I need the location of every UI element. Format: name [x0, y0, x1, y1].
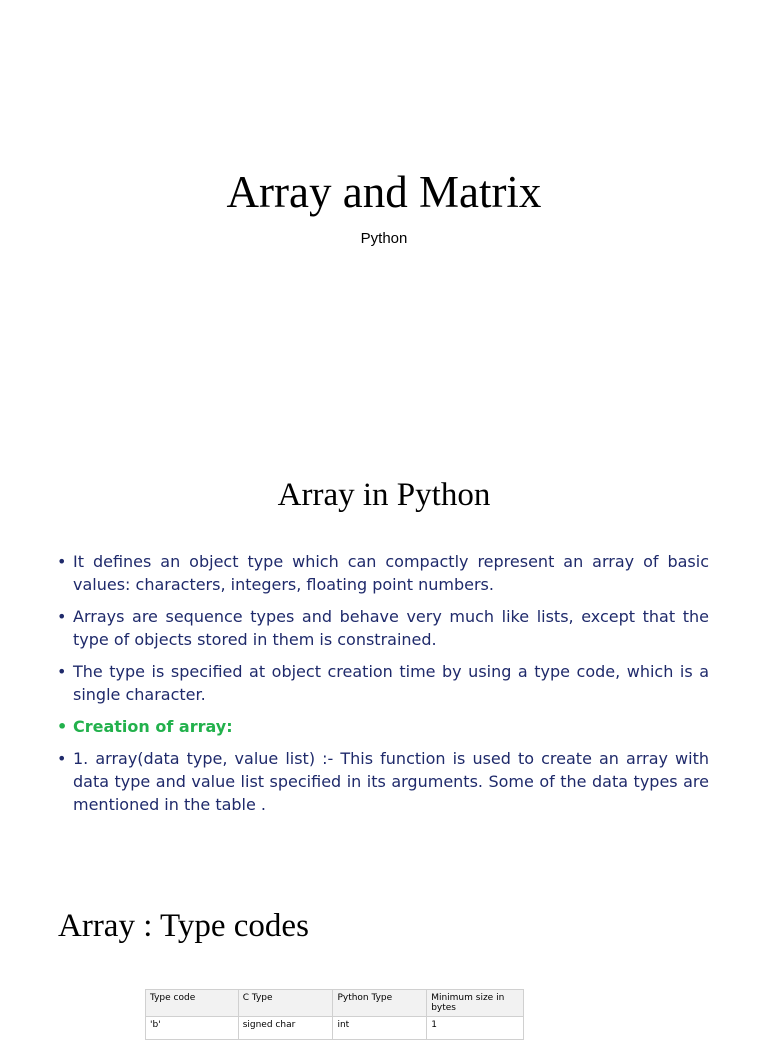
bullet-item	[57, 550, 709, 596]
presentation-subtitle: Python	[360, 230, 408, 247]
presentation-title: Array and Matrix	[226, 167, 542, 217]
table-cell: 'b'	[146, 1017, 239, 1040]
type-codes-table	[145, 989, 524, 1040]
bullet-item	[57, 660, 709, 706]
table-row	[146, 1017, 524, 1040]
table-header-cell: Minimum size in bytes	[427, 990, 524, 1017]
bullet-dot-icon: •	[57, 749, 67, 768]
bullet-dot-icon: •	[57, 717, 68, 736]
bullet-text: Arrays are sequence types and behave very much like lists, except that the type of objects stored in them is constrained.	[73, 607, 709, 649]
bullet-dot-icon: •	[57, 607, 67, 626]
bullet-item-highlight	[57, 715, 709, 738]
table-header-row	[146, 990, 524, 1017]
bullet-text: Creation of array:	[73, 717, 233, 736]
table-cell: int	[333, 1017, 427, 1040]
table-cell: 1	[427, 1017, 524, 1040]
table-header-cell: C Type	[238, 990, 333, 1017]
slide-type-codes-title: Array : Type codes	[58, 908, 309, 944]
bullet-list	[57, 550, 709, 825]
table-header-cell: Type code	[146, 990, 239, 1017]
bullet-item	[57, 747, 709, 816]
table-header-cell: Python Type	[333, 990, 427, 1017]
bullet-text: 1. array(data type, value list) :- This function is used to create an array with data type and value list specified in its arguments. Some of the data types are mentioned in the table .	[73, 749, 709, 814]
slide-array-in-python-title: Array in Python	[277, 477, 491, 513]
bullet-dot-icon: •	[57, 552, 67, 571]
bullet-text: The type is specified at object creation time by using a type code, which is a single character.	[73, 662, 709, 704]
table-cell: signed char	[238, 1017, 333, 1040]
bullet-dot-icon: •	[57, 662, 67, 681]
bullet-item	[57, 605, 709, 651]
bullet-text: It defines an object type which can compactly represent an array of basic values: characters, integers, floating point numbers.	[73, 552, 709, 594]
